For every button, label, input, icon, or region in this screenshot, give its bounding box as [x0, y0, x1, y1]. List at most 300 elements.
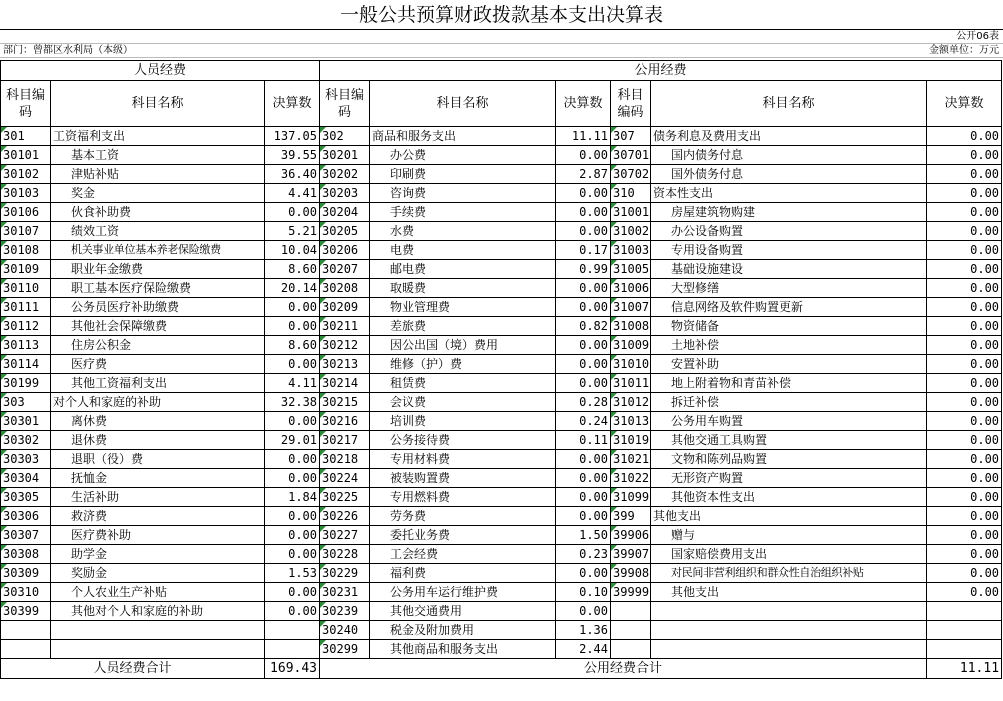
public-a-amount-cell: 0.00	[556, 507, 611, 526]
table-row	[1, 450, 1002, 469]
public-b-code-cell: 31003	[611, 241, 651, 260]
personnel-section-header: 人员经费	[1, 61, 320, 81]
public-a-code-cell: 30239	[320, 602, 370, 621]
column-header-row	[1, 81, 1002, 127]
personnel-amount-cell: 0.00	[265, 450, 320, 469]
table-row	[1, 507, 1002, 526]
personnel-amount-cell: 0.00	[265, 203, 320, 222]
table-row	[1, 526, 1002, 545]
public-b-amount-cell	[927, 621, 1002, 640]
personnel-code-cell: 30102	[1, 165, 51, 184]
personnel-code-cell: 30304	[1, 469, 51, 488]
personnel-name-cell: 工资福利支出	[51, 127, 265, 146]
header-code-3: 科目编码	[611, 81, 651, 127]
public-a-code-cell: 30225	[320, 488, 370, 507]
public-total-amount: 11.11	[927, 659, 1002, 679]
table-row	[1, 640, 1002, 659]
personnel-code-cell: 30103	[1, 184, 51, 203]
table-row	[1, 222, 1002, 241]
public-a-name-cell: 手续费	[370, 203, 556, 222]
public-b-amount-cell: 0.00	[927, 526, 1002, 545]
personnel-amount-cell: 0.00	[265, 412, 320, 431]
personnel-name-cell: 其他社会保障缴费	[51, 317, 265, 336]
public-b-amount-cell: 0.00	[927, 165, 1002, 184]
personnel-name-cell: 伙食补助费	[51, 203, 265, 222]
personnel-name-cell: 其他对个人和家庭的补助	[51, 602, 265, 621]
public-b-code-cell	[611, 621, 651, 640]
public-b-amount-cell: 0.00	[927, 298, 1002, 317]
personnel-amount-cell: 137.05	[265, 127, 320, 146]
public-b-code-cell: 31002	[611, 222, 651, 241]
public-b-amount-cell: 0.00	[927, 184, 1002, 203]
public-b-name-cell: 对民间非营利组织和群众性自治组织补贴	[651, 564, 927, 583]
public-a-amount-cell: 0.28	[556, 393, 611, 412]
public-a-code-cell: 30240	[320, 621, 370, 640]
personnel-amount-cell: 4.11	[265, 374, 320, 393]
public-a-code-cell: 30203	[320, 184, 370, 203]
personnel-amount-cell: 0.00	[265, 298, 320, 317]
public-a-name-cell: 专用材料费	[370, 450, 556, 469]
public-b-name-cell: 文物和陈列品购置	[651, 450, 927, 469]
personnel-amount-cell: 5.21	[265, 222, 320, 241]
public-b-amount-cell: 0.00	[927, 203, 1002, 222]
public-b-amount-cell: 0.00	[927, 507, 1002, 526]
personnel-name-cell: 其他工资福利支出	[51, 374, 265, 393]
public-b-amount-cell: 0.00	[927, 412, 1002, 431]
public-b-amount-cell: 0.00	[927, 317, 1002, 336]
public-a-code-cell: 30205	[320, 222, 370, 241]
header-name-3: 科目名称	[651, 81, 927, 127]
personnel-code-cell: 30108	[1, 241, 51, 260]
public-a-amount-cell: 0.17	[556, 241, 611, 260]
personnel-code-cell: 30306	[1, 507, 51, 526]
table-row	[1, 146, 1002, 165]
report-title: 一般公共预算财政拨款基本支出决算表	[0, 0, 1003, 30]
public-a-name-cell: 会议费	[370, 393, 556, 412]
personnel-name-cell: 退休费	[51, 431, 265, 450]
personnel-name-cell: 机关事业单位基本养老保险缴费	[51, 241, 265, 260]
public-b-amount-cell: 0.00	[927, 374, 1002, 393]
personnel-name-cell: 公务员医疗补助缴费	[51, 298, 265, 317]
personnel-name-cell: 职业年金缴费	[51, 260, 265, 279]
public-b-code-cell: 39908	[611, 564, 651, 583]
personnel-code-cell: 30109	[1, 260, 51, 279]
form-code: 公开06表	[956, 31, 999, 42]
public-a-code-cell: 302	[320, 127, 370, 146]
public-a-name-cell: 印刷费	[370, 165, 556, 184]
personnel-code-cell: 30307	[1, 526, 51, 545]
public-b-code-cell	[611, 640, 651, 659]
public-b-amount-cell: 0.00	[927, 583, 1002, 602]
public-a-amount-cell: 1.50	[556, 526, 611, 545]
header-name-1: 科目名称	[51, 81, 265, 127]
public-a-name-cell: 工会经费	[370, 545, 556, 564]
table-row	[1, 184, 1002, 203]
personnel-code-cell: 30114	[1, 355, 51, 374]
personnel-amount-cell: 0.00	[265, 317, 320, 336]
public-a-name-cell: 其他交通费用	[370, 602, 556, 621]
public-b-code-cell: 307	[611, 127, 651, 146]
public-a-amount-cell: 0.24	[556, 412, 611, 431]
public-b-amount-cell: 0.00	[927, 488, 1002, 507]
public-a-name-cell: 因公出国（境）费用	[370, 336, 556, 355]
public-b-code-cell: 31008	[611, 317, 651, 336]
personnel-amount-cell: 29.01	[265, 431, 320, 450]
public-b-amount-cell: 0.00	[927, 260, 1002, 279]
public-a-code-cell: 30212	[320, 336, 370, 355]
public-b-name-cell: 基础设施建设	[651, 260, 927, 279]
public-b-name-cell: 国家赔偿费用支出	[651, 545, 927, 564]
public-b-amount-cell: 0.00	[927, 222, 1002, 241]
personnel-code-cell: 30113	[1, 336, 51, 355]
public-b-name-cell	[651, 602, 927, 621]
public-section-header: 公用经费	[320, 61, 1002, 81]
public-a-name-cell: 水费	[370, 222, 556, 241]
personnel-code-cell: 301	[1, 127, 51, 146]
public-a-amount-cell: 0.00	[556, 469, 611, 488]
personnel-amount-cell: 1.84	[265, 488, 320, 507]
personnel-code-cell: 30112	[1, 317, 51, 336]
public-a-code-cell: 30224	[320, 469, 370, 488]
public-a-code-cell: 30211	[320, 317, 370, 336]
personnel-code-cell: 30301	[1, 412, 51, 431]
public-a-name-cell: 邮电费	[370, 260, 556, 279]
public-b-amount-cell: 0.00	[927, 355, 1002, 374]
public-a-code-cell: 30207	[320, 260, 370, 279]
public-a-code-cell: 30215	[320, 393, 370, 412]
public-a-code-cell: 30213	[320, 355, 370, 374]
public-a-name-cell: 物业管理费	[370, 298, 556, 317]
public-a-name-cell: 办公费	[370, 146, 556, 165]
public-a-code-cell: 30299	[320, 640, 370, 659]
unit-label: 金额单位：万元	[929, 45, 999, 56]
public-b-code-cell: 31012	[611, 393, 651, 412]
personnel-name-cell: 住房公积金	[51, 336, 265, 355]
personnel-code-cell: 30309	[1, 564, 51, 583]
table-row	[1, 602, 1002, 621]
form-code-row	[0, 30, 1003, 44]
public-b-name-cell: 其他交通工具购置	[651, 431, 927, 450]
personnel-code-cell: 30305	[1, 488, 51, 507]
public-b-name-cell: 赠与	[651, 526, 927, 545]
table-row	[1, 564, 1002, 583]
personnel-amount-cell: 36.40	[265, 165, 320, 184]
department-row	[0, 44, 1003, 58]
public-b-code-cell: 310	[611, 184, 651, 203]
public-b-name-cell: 债务利息及费用支出	[651, 127, 927, 146]
public-b-code-cell	[611, 602, 651, 621]
personnel-amount-cell: 32.38	[265, 393, 320, 412]
personnel-amount-cell: 8.60	[265, 336, 320, 355]
public-b-name-cell	[651, 640, 927, 659]
public-a-amount-cell: 2.87	[556, 165, 611, 184]
table-row	[1, 317, 1002, 336]
public-b-code-cell: 31005	[611, 260, 651, 279]
personnel-amount-cell: 0.00	[265, 469, 320, 488]
table-row	[1, 545, 1002, 564]
public-b-code-cell: 30701	[611, 146, 651, 165]
public-b-name-cell: 无形资产购置	[651, 469, 927, 488]
personnel-name-cell: 离休费	[51, 412, 265, 431]
public-a-code-cell: 30202	[320, 165, 370, 184]
public-b-code-cell: 31006	[611, 279, 651, 298]
public-a-name-cell: 税金及附加费用	[370, 621, 556, 640]
public-a-name-cell: 取暖费	[370, 279, 556, 298]
public-a-amount-cell: 0.23	[556, 545, 611, 564]
personnel-name-cell	[51, 640, 265, 659]
public-a-code-cell: 30204	[320, 203, 370, 222]
public-b-name-cell: 其他支出	[651, 507, 927, 526]
personnel-name-cell	[51, 621, 265, 640]
table-row	[1, 260, 1002, 279]
table-row	[1, 469, 1002, 488]
public-a-name-cell: 委托业务费	[370, 526, 556, 545]
public-a-code-cell: 30201	[320, 146, 370, 165]
personnel-name-cell: 对个人和家庭的补助	[51, 393, 265, 412]
personnel-amount-cell: 39.55	[265, 146, 320, 165]
public-a-amount-cell: 0.00	[556, 336, 611, 355]
public-a-amount-cell: 0.00	[556, 279, 611, 298]
public-a-amount-cell: 2.44	[556, 640, 611, 659]
totals-row	[1, 659, 1002, 679]
public-a-name-cell: 劳务费	[370, 507, 556, 526]
public-b-name-cell	[651, 621, 927, 640]
table-row	[1, 374, 1002, 393]
public-a-name-cell: 公务用车运行维护费	[370, 583, 556, 602]
personnel-name-cell: 个人农业生产补贴	[51, 583, 265, 602]
personnel-code-cell: 30303	[1, 450, 51, 469]
public-b-name-cell: 国内债务付息	[651, 146, 927, 165]
table-row	[1, 279, 1002, 298]
public-b-name-cell: 国外债务付息	[651, 165, 927, 184]
public-a-name-cell: 租赁费	[370, 374, 556, 393]
personnel-code-cell: 30399	[1, 602, 51, 621]
public-a-amount-cell: 0.00	[556, 355, 611, 374]
public-b-code-cell: 31022	[611, 469, 651, 488]
personnel-name-cell: 奖金	[51, 184, 265, 203]
public-a-name-cell: 商品和服务支出	[370, 127, 556, 146]
table-row	[1, 336, 1002, 355]
public-a-amount-cell: 0.00	[556, 184, 611, 203]
personnel-amount-cell: 8.60	[265, 260, 320, 279]
personnel-amount-cell	[265, 640, 320, 659]
personnel-code-cell: 30110	[1, 279, 51, 298]
public-a-name-cell: 维修（护）费	[370, 355, 556, 374]
public-b-name-cell: 土地补偿	[651, 336, 927, 355]
personnel-name-cell: 助学金	[51, 545, 265, 564]
personnel-name-cell: 生活补助	[51, 488, 265, 507]
public-a-amount-cell: 0.00	[556, 298, 611, 317]
personnel-amount-cell: 10.04	[265, 241, 320, 260]
personnel-name-cell: 救济费	[51, 507, 265, 526]
header-code-1: 科目编码	[1, 81, 51, 127]
public-a-code-cell: 30226	[320, 507, 370, 526]
personnel-amount-cell: 0.00	[265, 526, 320, 545]
public-a-name-cell: 专用燃料费	[370, 488, 556, 507]
table-row	[1, 127, 1002, 146]
public-a-code-cell: 30228	[320, 545, 370, 564]
header-code-2: 科目编码	[320, 81, 370, 127]
public-a-code-cell: 30209	[320, 298, 370, 317]
public-a-amount-cell: 0.00	[556, 374, 611, 393]
personnel-name-cell: 医疗费补助	[51, 526, 265, 545]
public-a-name-cell: 其他商品和服务支出	[370, 640, 556, 659]
personnel-code-cell: 30107	[1, 222, 51, 241]
personnel-amount-cell: 0.00	[265, 583, 320, 602]
public-b-name-cell: 其他支出	[651, 583, 927, 602]
personnel-name-cell: 退职（役）费	[51, 450, 265, 469]
public-b-name-cell: 房屋建筑物购建	[651, 203, 927, 222]
personnel-total-label: 人员经费合计	[1, 659, 265, 679]
public-b-code-cell: 399	[611, 507, 651, 526]
public-b-name-cell: 拆迁补偿	[651, 393, 927, 412]
table-row	[1, 583, 1002, 602]
public-a-code-cell: 30229	[320, 564, 370, 583]
personnel-code-cell: 303	[1, 393, 51, 412]
public-a-name-cell: 电费	[370, 241, 556, 260]
public-a-amount-cell: 0.10	[556, 583, 611, 602]
public-a-code-cell: 30208	[320, 279, 370, 298]
table-row	[1, 165, 1002, 184]
public-b-amount-cell: 0.00	[927, 431, 1002, 450]
public-b-code-cell: 30702	[611, 165, 651, 184]
personnel-amount-cell: 1.53	[265, 564, 320, 583]
public-a-amount-cell: 0.00	[556, 450, 611, 469]
public-b-amount-cell: 0.00	[927, 545, 1002, 564]
public-b-code-cell: 31021	[611, 450, 651, 469]
public-b-amount-cell: 0.00	[927, 279, 1002, 298]
public-b-code-cell: 31001	[611, 203, 651, 222]
personnel-amount-cell	[265, 621, 320, 640]
department-label: 部门：曾都区水利局（本级）	[3, 45, 133, 56]
public-b-name-cell: 公务用车购置	[651, 412, 927, 431]
public-a-code-cell: 30214	[320, 374, 370, 393]
personnel-total-amount: 169.43	[265, 659, 320, 679]
public-a-amount-cell: 11.11	[556, 127, 611, 146]
personnel-name-cell: 奖励金	[51, 564, 265, 583]
table-row	[1, 488, 1002, 507]
public-a-name-cell: 培训费	[370, 412, 556, 431]
table-row	[1, 241, 1002, 260]
public-a-amount-cell: 1.36	[556, 621, 611, 640]
public-a-amount-cell: 0.00	[556, 203, 611, 222]
table-row	[1, 412, 1002, 431]
personnel-amount-cell: 0.00	[265, 545, 320, 564]
public-a-amount-cell: 0.00	[556, 564, 611, 583]
public-a-name-cell: 咨询费	[370, 184, 556, 203]
public-b-name-cell: 信息网络及软件购置更新	[651, 298, 927, 317]
public-b-amount-cell	[927, 602, 1002, 621]
public-a-amount-cell: 0.11	[556, 431, 611, 450]
public-a-name-cell: 差旅费	[370, 317, 556, 336]
public-b-code-cell: 31019	[611, 431, 651, 450]
public-a-code-cell: 30218	[320, 450, 370, 469]
public-b-amount-cell: 0.00	[927, 450, 1002, 469]
personnel-code-cell: 30106	[1, 203, 51, 222]
table-row	[1, 203, 1002, 222]
public-a-name-cell: 被装购置费	[370, 469, 556, 488]
public-b-name-cell: 大型修缮	[651, 279, 927, 298]
public-b-amount-cell: 0.00	[927, 241, 1002, 260]
public-a-code-cell: 30206	[320, 241, 370, 260]
public-a-amount-cell: 0.99	[556, 260, 611, 279]
table-row	[1, 393, 1002, 412]
personnel-code-cell: 30302	[1, 431, 51, 450]
public-a-amount-cell: 0.82	[556, 317, 611, 336]
public-b-amount-cell: 0.00	[927, 393, 1002, 412]
public-b-code-cell: 39907	[611, 545, 651, 564]
public-b-name-cell: 办公设备购置	[651, 222, 927, 241]
public-a-code-cell: 30217	[320, 431, 370, 450]
expenditure-table	[0, 60, 1002, 679]
personnel-name-cell: 抚恤金	[51, 469, 265, 488]
table-row	[1, 431, 1002, 450]
public-total-label: 公用经费合计	[320, 659, 927, 679]
public-a-amount-cell: 0.00	[556, 602, 611, 621]
personnel-name-cell: 医疗费	[51, 355, 265, 374]
public-b-name-cell: 物资储备	[651, 317, 927, 336]
public-a-code-cell: 30216	[320, 412, 370, 431]
public-a-amount-cell: 0.00	[556, 222, 611, 241]
personnel-code-cell: 30308	[1, 545, 51, 564]
table-row	[1, 355, 1002, 374]
personnel-code-cell: 30111	[1, 298, 51, 317]
public-b-name-cell: 安置补助	[651, 355, 927, 374]
public-b-amount-cell: 0.00	[927, 127, 1002, 146]
table-row	[1, 298, 1002, 317]
public-b-name-cell: 其他资本性支出	[651, 488, 927, 507]
public-b-code-cell: 31010	[611, 355, 651, 374]
header-amount-1: 决算数	[265, 81, 320, 127]
personnel-amount-cell: 0.00	[265, 355, 320, 374]
personnel-amount-cell: 20.14	[265, 279, 320, 298]
personnel-code-cell	[1, 621, 51, 640]
public-b-name-cell: 资本性支出	[651, 184, 927, 203]
section-header-row	[1, 61, 1002, 81]
public-b-amount-cell	[927, 640, 1002, 659]
public-b-code-cell: 31009	[611, 336, 651, 355]
public-a-code-cell: 30231	[320, 583, 370, 602]
personnel-name-cell: 津贴补贴	[51, 165, 265, 184]
public-a-amount-cell: 0.00	[556, 146, 611, 165]
personnel-amount-cell: 4.41	[265, 184, 320, 203]
public-b-code-cell: 39999	[611, 583, 651, 602]
public-b-name-cell: 专用设备购置	[651, 241, 927, 260]
personnel-amount-cell: 0.00	[265, 507, 320, 526]
table-body	[1, 127, 1002, 659]
public-b-amount-cell: 0.00	[927, 469, 1002, 488]
public-b-code-cell: 31007	[611, 298, 651, 317]
personnel-code-cell: 30310	[1, 583, 51, 602]
public-b-name-cell: 地上附着物和青苗补偿	[651, 374, 927, 393]
public-a-name-cell: 福利费	[370, 564, 556, 583]
public-b-amount-cell: 0.00	[927, 564, 1002, 583]
personnel-code-cell	[1, 640, 51, 659]
public-b-code-cell: 31099	[611, 488, 651, 507]
personnel-code-cell: 30199	[1, 374, 51, 393]
public-b-code-cell: 31013	[611, 412, 651, 431]
personnel-name-cell: 基本工资	[51, 146, 265, 165]
public-b-amount-cell: 0.00	[927, 146, 1002, 165]
personnel-name-cell: 职工基本医疗保险缴费	[51, 279, 265, 298]
personnel-amount-cell: 0.00	[265, 602, 320, 621]
public-a-name-cell: 公务接待费	[370, 431, 556, 450]
public-a-amount-cell: 0.00	[556, 488, 611, 507]
personnel-name-cell: 绩效工资	[51, 222, 265, 241]
public-b-code-cell: 31011	[611, 374, 651, 393]
personnel-code-cell: 30101	[1, 146, 51, 165]
header-amount-3: 决算数	[927, 81, 1002, 127]
